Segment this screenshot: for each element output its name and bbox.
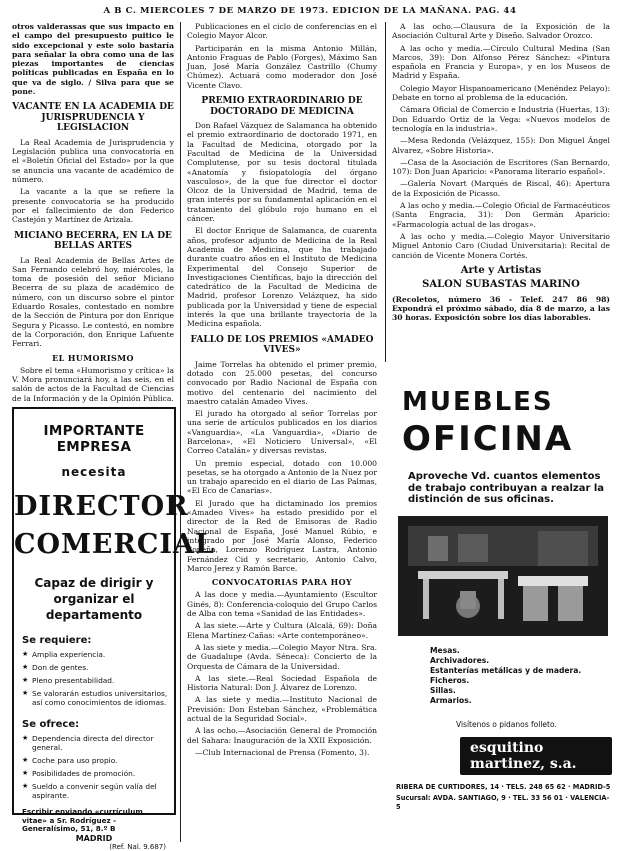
requiere-heading: Se requiere:: [22, 635, 92, 646]
muebles-oficina-ad: [390, 367, 612, 829]
fallo-para: Un premio especial, dotado con 10.000 pesetas, se ha otorgado a Antonio de la Nuez por un trabajo aparecido en el diario de Las Palmas, «El Eco de Canarias».: [187, 458, 377, 496]
column-2: [187, 22, 377, 760]
humorismo-para: Sobre el tema «Humorismo y crítica» la V. Mora pronunciará hoy, a las seis, en el salón de actos de la Facultad de Ciencias de la Información y de la Opinión Pública.: [12, 365, 174, 403]
ad-contact: Escribir enviando «currículum vitae» a Sr. Rodríguez - Generalísimo, 51, 8.º B: [22, 807, 143, 834]
list-item: ★ Don de gentes.: [22, 663, 168, 672]
list-item: Estanterías metálicas y de madera.: [430, 665, 582, 675]
director-comercial-ad: [12, 407, 215, 851]
list-item: ★ Coche para uso propio.: [22, 756, 168, 765]
ofrece-heading: Se ofrece:: [22, 719, 80, 730]
list-item: ★ Sueldo a convenir según valía del aspirante.: [22, 782, 168, 800]
convocatoria-item: A las siete y media.—Instituto Nacional de Previsión: Don Esteban Sánchez, «Problemática actual de la Seguridad Social».: [187, 695, 377, 723]
arte-heading: Arte y Artistas: [460, 264, 542, 276]
list-item: Ficheros.: [430, 675, 470, 685]
column-3: [392, 22, 610, 326]
ad-city: MADRID: [75, 833, 113, 843]
salon-heading: SALON SUBASTAS MARINO: [422, 279, 580, 291]
miciano-heading: MICIANO BECERRA, EN LA DE BELLAS ARTES: [14, 230, 172, 252]
ad-line-director: DIRECTOR: [14, 491, 189, 522]
event-item: Cámara Oficial de Comercio e Industria (Huertas, 13): Don Eduardo Ortiz de la Vega: «Nuevos modelos de tecnología en la industria».: [392, 105, 610, 133]
list-item: ★ Dependencia directa del director general.: [22, 734, 168, 752]
ad-address: RIBERA DE CURTIDORES, 14 · TELS. 248 65 62 · MADRID-5: [396, 782, 611, 791]
office-furniture-photo: [398, 516, 608, 636]
page-header: A B C. MIERCOLES 7 DE MARZO DE 1973. EDICION DE LA MAÑANA. PAG. 44: [103, 6, 517, 16]
convocatoria-item: A las doce y media.—Ayuntamiento (Escultor Ginés, 8): Conferencia-coloquio del Grupo Carlos de Alba con tema «Sanidad de las Entidades».: [187, 590, 377, 619]
event-item: A las ocho.—Clausura de la Exposición de la Asociación Cultural Arte y Diseño. Salvador Orozco.: [392, 22, 610, 41]
products-list: [430, 646, 612, 706]
ad-line-necesita: necesita: [61, 465, 127, 479]
conference-para: Publicaciones en el ciclo de conferencias en el Colegio Mayor Alcor.: [187, 22, 377, 41]
list-item: Sillas.: [430, 685, 456, 695]
convocatoria-item: A las siete y media.—Colegio Mayor Ntra. Sra. de Guadalupe (Avda. Séneca): Concierto de la Orquesta de Cámara de la Universidad.: [187, 642, 377, 671]
event-item: —Mesa Redonda (Velázquez, 155): Don Miguel Ángel Alvarez, «Sobre Historia».: [392, 136, 610, 155]
list-item: ★ Se valorarán estudios universitarios, así como conocimientos de idiomas.: [22, 689, 168, 707]
column-divider: [385, 22, 386, 362]
event-item: A las ocho y media.—Colegio Oficial de Farmacéuticos (Santa Engracia, 31): Don Germán Aparicio: «Farmacología actual de las drogas».: [392, 201, 610, 229]
ad-title-oficina: OFICINA: [402, 419, 574, 459]
brand-logo: esquitino martinez, s.a.: [460, 737, 612, 775]
premio-para: El doctor Enrique de Salamanca, de cuarenta años, profesor adjunto de Medicina de la Real Academia de Medicina, que ha trabajado durante cuatro años en el Instituto de Medicina Experimental del Consejo Superior de Investigaciones Científicas, bajo la dirección del catedrático de la Facultad de Medicina de Madrid, profesor Lorenzo Velázquez, ha sido publicada por la Universidad y tiene de especial interés la que una brillante trayectoria de la Medicina española.: [187, 226, 377, 329]
vacante-para: La vacante a la que se refiere la presente convocatoria se ha producido por el fallecimiento de don Federico Castejón y Martínez de Arizala.: [12, 187, 174, 225]
column-divider: [180, 22, 181, 842]
ad-line-capaz: Capaz de dirigir y organizar el departamento: [34, 576, 154, 622]
convocatorias-heading: CONVOCATORIAS PARA HOY: [211, 577, 353, 588]
ad-ref: (Ref. Nal. 9.687): [109, 842, 166, 851]
convocatoria-item: A las ocho.—Asociación General de Promoción del Sahara: Inauguración de la XXII Exposición.: [187, 726, 377, 745]
convocatoria-item: A las siete.—Arte y Cultura (Alcalá, 69): Doña Elena Martínez-Cañas: «Arte contemporáneo».: [187, 621, 377, 640]
humorismo-heading: EL HUMORISMO: [52, 352, 134, 363]
vacante-para: La Real Academia de Jurisprudencia y Legislación publica una convocatoria en el «Boletín Oficial del Estado» por la que se anuncia una vacante de académico de número.: [12, 137, 174, 185]
ofrece-list: [14, 734, 174, 800]
fallo-para: El jurado ha otorgado al señor Torrelas por una serie de artículos publicados en los diarios «Vanguardia», «La Vanguardia», «Diario de Barcelona», «El Noticiero Universal», «El Correo Catalán» y diversas revistas.: [187, 409, 377, 456]
event-item: A las ocho y media.—Colegio Mayor Universitario Miguel Antonio Caro (Ciudad Universitaria): Recital de canción de Vicente Monera Cortés.: [392, 231, 610, 260]
ad-line-importante: IMPORTANTE EMPRESA: [43, 423, 145, 455]
list-item: ★ Posibilidades de promoción.: [22, 769, 168, 778]
event-item: —Galería Novart (Marqués de Riscal, 46): Apertura de la Exposición de Picasso.: [392, 179, 610, 198]
vacante-heading: VACANTE EN LA ACADEMIA DE JURISPRUDENCIA Y LEGISLACION: [12, 102, 174, 134]
ad-title-muebles: MUEBLES: [402, 387, 554, 417]
column-1: [12, 22, 174, 406]
office-illustration-icon: [398, 516, 608, 636]
premio-heading: PREMIO EXTRAORDINARIO DE DOCTORADO DE MEDICINA: [201, 96, 363, 117]
miciano-para: La Real Academia de Bellas Artes de San Fernando celebró hoy, miércoles, la toma de posesión del señor Miciano Becerra de su plaza de académico de número, con un discurso sobre el pintor Eduardo Rosales, contestado en nombre de la Sección de Pintura por don Enrique Segura y Picasso. Le contestó, en nombre de la Corporación, don Enrique Lafuente Ferrari.: [12, 255, 174, 349]
intro-text: otros valderassas que sus impacto en el campo del presupuesto puitico le sido excepcional y este solo bastaría para señalar la obra como una de las piezas importantes de ciencias políticas publicadas en España en lo que va de siglo. / Silva para que se pone.: [12, 22, 174, 97]
ad-pitch: Aproveche Vd. cuantos elementos de trabajo contribuyan a realzar la distinción de sus oficinas.: [408, 471, 605, 505]
salon-para: (Recoletos, número 36 - Telef. 247 86 98) Expondrá el próximo sábado, día 8 de marzo, a las 30 horas. Exposición sobre los días laborables.: [392, 294, 610, 323]
event-item: A las ocho y media.—Círculo Cultural Medina (San Marcos, 39): Don Alfonso Pérez Sánchez: «Pintura española en Francia y Europa», y en los Museos de Madrid y España.: [392, 43, 610, 81]
list-item: Archivadores.: [430, 655, 490, 665]
list-item: ★ Amplia experiencia.: [22, 650, 168, 659]
ad-line-comercial: COMERCIAL: [14, 529, 215, 560]
premio-para: Don Rafael Vázquez de Salamanca ha obtenido el premio extraordinario de doctorado 1971, en la Facultad de Medicina, otorgado por la Facultad de Medicina de la Universidad Complutense, por su tesis doctoral titulada «Anatomía y fisiopatología del órgano vasculoso», de la que fue director el doctor Olcoz de la Universidad de Madrid, tema de gran interés por su fundamental aplicación en el tratamiento del glóbulo rojo humano en el cáncer.: [187, 121, 377, 224]
convocatoria-item: A las siete.—Real Sociedad Española de Historia Natural: Don J. Álvarez de Lorenzo.: [187, 673, 377, 693]
ad-visit: Visítenos o pidanos folleto.: [456, 719, 557, 729]
fallo-para: Jaime Torrelas ha obtenido el primer premio, dotado con 25.000 pesetas, del concurso convocado por Radio Nacional de España con motivo del centenario del nacimiento del maestro catalán Amadeo Vives.: [187, 359, 377, 406]
list-item: ★ Pleno presentabilidad.: [22, 676, 168, 685]
list-item: Armarios.: [430, 695, 472, 705]
ad-address-branch: Sucursal: AVDA. SANTIAGO, 9 · TEL. 33 56 01 · VALENCIA-5: [396, 793, 610, 811]
event-item: —Casa de la Asociación de Escritores (San Bernardo, 107): Don Juan Aparicio: «Panorama literario español».: [392, 157, 610, 177]
convocatoria-item: —Club Internacional de Prensa (Fomento, 3).: [195, 747, 370, 757]
list-item: Mesas.: [430, 645, 460, 655]
fallo-para: El Jurado que ha dictaminado los premios «Amadeo Vives» ha estado presidido por el director de la Red de Emisoras de Radio Nacional de España, José Manuel Rúbio, e integrado por José María Alonso, Federico Sopeña, Lorenzo Rodríguez Lastra, Antonio Fernández Cid y secretario, Antonio Calvo, Marco Jerez y Ramón Barce.: [187, 498, 377, 573]
fallo-heading: FALLO DE LOS PREMIOS «AMADEO VIVES»: [190, 334, 374, 356]
requiere-list: [14, 650, 174, 707]
event-item: Colegio Mayor Hispanoamericano (Menéndez Pelayo): Debate en torno al problema de la educación.: [392, 83, 610, 103]
conference-para: Participarán en la misma Antonio Millán, Antonio Fraguas de Pablo (Forges), Máximo San Juan, José María González Castrillo (Chumy Chúmez). Actuará como moderador don José Vicente Clavo.: [187, 43, 377, 90]
